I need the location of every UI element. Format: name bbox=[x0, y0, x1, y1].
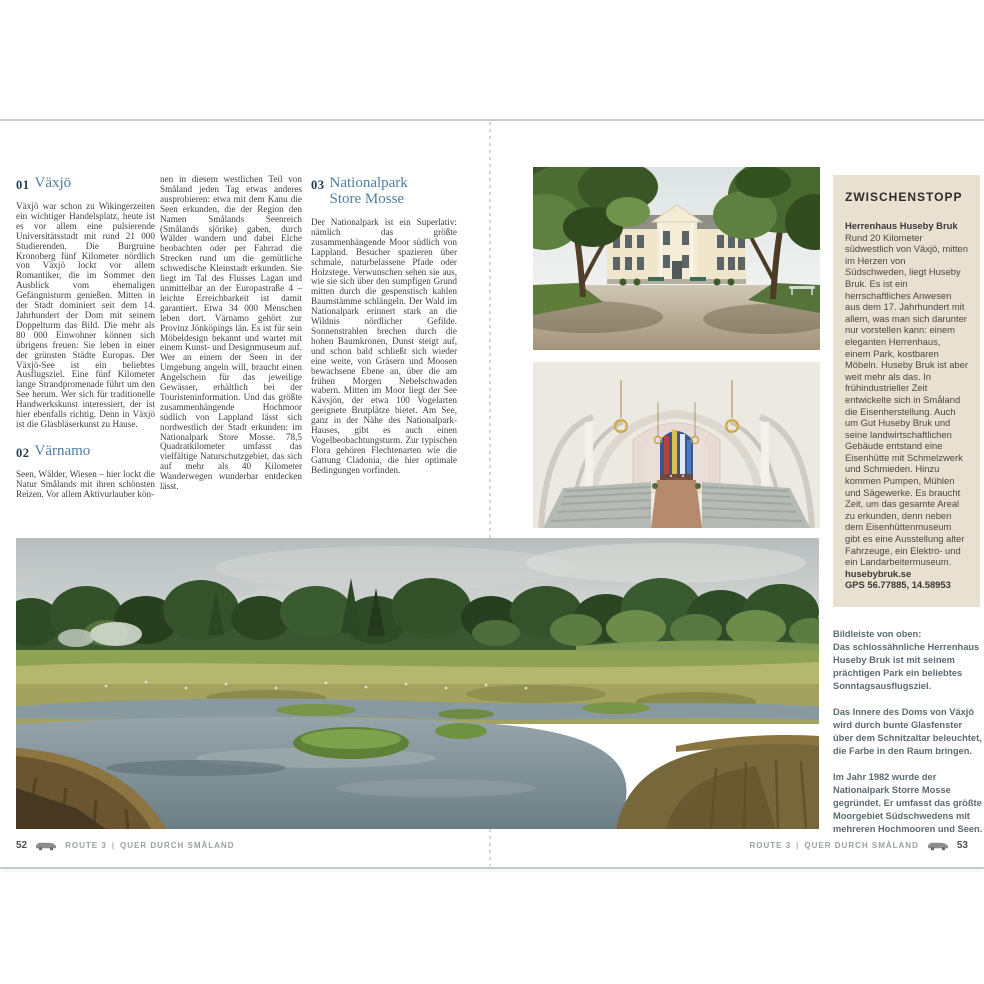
section-heading-store-mosse bbox=[311, 175, 457, 207]
footer-route-label bbox=[750, 841, 919, 850]
section-title-line2: Store Mosse bbox=[329, 191, 405, 207]
route-number: ROUTE 3 bbox=[65, 841, 107, 850]
page-number-left: 52 bbox=[16, 840, 28, 851]
manor-photo-illustration bbox=[533, 167, 820, 350]
caption-intro: Bildleiste von oben: bbox=[833, 629, 922, 639]
section-number: 01 bbox=[16, 178, 30, 192]
section-number: 02 bbox=[16, 445, 30, 460]
route-section: QUER DURCH SMÅLAND bbox=[120, 841, 235, 850]
text-column-3 bbox=[311, 175, 457, 476]
caption-nationalpark: Im Jahr 1982 wurde der Nationalpark Storre Mosse gegründet. Er umfasst das größte Moorgebiet Südschwedens mit mehreren Hochmooren und Seen. bbox=[833, 772, 983, 834]
sidebar-subheading: Herrenhaus Huseby Bruk bbox=[845, 220, 958, 231]
sidebar-body: Rund 20 Kilometer südwestlich von Växjö, mitten im Herzen von Südschweden, liegt Huseby Bruk. Es ist ein herrschaftliches Anwesen aus dem 17. Jahrhundert mit allem, was man sich darunter nur vorstellen kann: einem eleganten Herrenhaus, einem Park, kostbaren Möbeln. Huseby Bruk ist aber weit mehr als das. In frühindustrieller Zeit entwickelte sich in Småland die Eisenherstellung. Auch um Gut Huseby Bruk und seine landwirtschaftlichen Gebäude entstand eine Eisenhütte mit Schmelzwerk und Schmieden. Hinzu kommen Pumpen, Mühlen und Sägewerke. Es braucht Zeit, um das gesamte Areal zu erkunden, denn neben dem Eisenhüttenmuseum gibt es eine Ausstellung alter Fahrzeuge, ein Elektro- und ein Landarbeitermuseum. bbox=[845, 231, 968, 568]
section-body-varnamo-continued: nen in diesem westlichen Teil von Småland jeden Tag etwas anderes ausprobieren: etwa mit dem Kanu die Seen erkunden, die der Region den Namen Smålands Seenreich (Smålands sjörike) gaben, durch Wälder wandern und dabei Elche beobachten oder per Fahrrad die Strecken rund um die gemütliche schwedische Kleinstadt erkunden. Sie liegt im Tal des Flusses Lagan und unmittelbar an der Europastraße 4 – leichte Erreichbarkeit ist damit garantiert. Etwa 34 000 Menschen leben dort. Värnamo gehört zur Provinz Jönköpings län. Es ist für sein Möbeldesign bekannt und wartet mit einem Kunst- und Designmuseum auf. Wer an einem der Seen in der Umgebung angeln will, braucht einen Angelschein für das jeweilige Gewässer, erhältlich bei der Touristeninformation. Und das größte zusammenhängende Hochmoor südlich von Lappland lässt sich nordwestlich der Stadt erkunden: im Nationalpark Store Mosse. 78,5 Quadratkilometer umfasst das vielfältige Naturschutzgebiet, das sich auf mehr als 40 Kilometer Wanderwegen wunderbar entdecken lässt. bbox=[160, 174, 302, 492]
zwischenstopp-box bbox=[833, 175, 980, 607]
sidebar-heading: ZWISCHENSTOPP bbox=[845, 190, 963, 204]
text-column-2 bbox=[160, 175, 302, 492]
text-column-1 bbox=[16, 175, 155, 500]
moor-photo-illustration bbox=[16, 538, 819, 829]
page-number-right: 53 bbox=[956, 840, 968, 851]
section-title bbox=[330, 175, 408, 207]
photo-store-mosse-landscape bbox=[16, 538, 819, 829]
section-body-varnamo: Seen, Wälder, Wiesen – hier lockt die Natur Smålands mit ihren schönsten Reizen. Vor allem Aktivurlauber kön- bbox=[16, 468, 155, 499]
section-title: Växjö bbox=[34, 175, 72, 191]
section-body-vaxjo: Växjö war schon zu Wikingerzeiten ein wichtiger Handelsplatz, heute ist es vor allem eine pulsierende Universitätsstadt mit rund 21 000 Studierenden. Die Burgruine Kronoberg fünf Kilometer nördlich von Växjö lockt vor allem Romantiker, die im Sommer den Ausblick vom ehemaligen Gefängnisturm genießen. Mitten in der Stadt dominiert seit dem 14. Jahrhundert der Dom mit seinem Doppelturm das Bild. Die mehr als 80 000 Einwohner können sich übrigens freuen: Sie leben in einer der grünsten Städte Europas. Der Växjö-See ist ein beliebtes Ausflugsziel. Eine fünf Kilometer lange Strandpromenade führt um den See herum. Wer sich für traditionelle Handwerkskunst interessiert, der ist hier ebenfalls richtig. Denn in Växjö ist die Glasbläserkunst zu Hause. bbox=[16, 201, 155, 429]
route-separator: | bbox=[796, 841, 800, 850]
page-bottom-edge bbox=[0, 867, 984, 869]
section-title-line1: Nationalpark bbox=[329, 175, 408, 191]
section-heading-varnamo bbox=[16, 443, 155, 461]
route-number: ROUTE 3 bbox=[749, 841, 792, 850]
caption-block-1 bbox=[833, 628, 984, 693]
section-number: 03 bbox=[311, 178, 325, 192]
camper-icon bbox=[927, 840, 949, 851]
section-title: Värnamo bbox=[34, 442, 91, 459]
photo-herrenhaus-huseby-bruk bbox=[533, 167, 820, 350]
footer-right bbox=[750, 840, 969, 851]
route-section: QUER DURCH SMÅLAND bbox=[804, 841, 919, 850]
section-heading-vaxjo bbox=[16, 175, 155, 193]
caption-herrenhaus: Das schlossähnliche Herrenhaus Huseby Bruk ist mit seinem prächtigen Park ein beliebtes Sonntagsausflugsziel. bbox=[833, 642, 980, 691]
photo-captions bbox=[833, 628, 984, 849]
footer bbox=[16, 840, 968, 851]
route-separator: | bbox=[111, 841, 116, 850]
caption-dom: Das Innere des Doms von Växjö wird durch bunte Glasfenster über dem Schnitzaltar beleuchtet, die Farbe in den Raum bringen. bbox=[833, 707, 982, 756]
camper-icon bbox=[35, 840, 57, 851]
photo-dom-vaxjo-interior bbox=[533, 362, 820, 528]
church-photo-illustration bbox=[533, 362, 820, 528]
footer-route-label bbox=[65, 841, 234, 850]
sidebar-gps: GPS 56.77885, 14.58953 bbox=[845, 579, 951, 591]
section-body-store-mosse: Der Nationalpark ist ein Superlativ: nämlich das größte zusammenhängende Moor südlich von Lappland. Besucher spazieren über schmale, naturbelassene Pfade oder Holzstege. Verwunschen sehen sie aus, wie sie sich über den sumpfigen Grund mitten durch die gespenstisch kahlen Baumstämme schlängeln. Der Wald im Nationalpark erinnert stark an die Wildnis nördlicher Gefilde. Sonnenstrahlen brechen durch die hohen Baumkronen, Dunst steigt auf, und schon bald schließt sich wieder eine weite, von Gräsern und Moosen bewachsene Ebene an, über die am frühen Morgen Nebelschwaden wabern. Mitten im Moor liegt der See Kävsjön, der etwa 100 Vogelarten geeignete Brutplätze bietet. Am See, ganz in der Nähe des Nationalpark-Hauses, gibt es auch einen Vogelbeobachtungsturm. Zur typischen Flora gehören Flechtenarten wie die Gattung Cladonia, die hier optimale Bedingungen vorfinden. bbox=[311, 217, 457, 475]
sidebar-website: husebybruk.se bbox=[845, 567, 912, 579]
page-top-edge bbox=[0, 119, 984, 121]
footer-left bbox=[16, 840, 235, 851]
